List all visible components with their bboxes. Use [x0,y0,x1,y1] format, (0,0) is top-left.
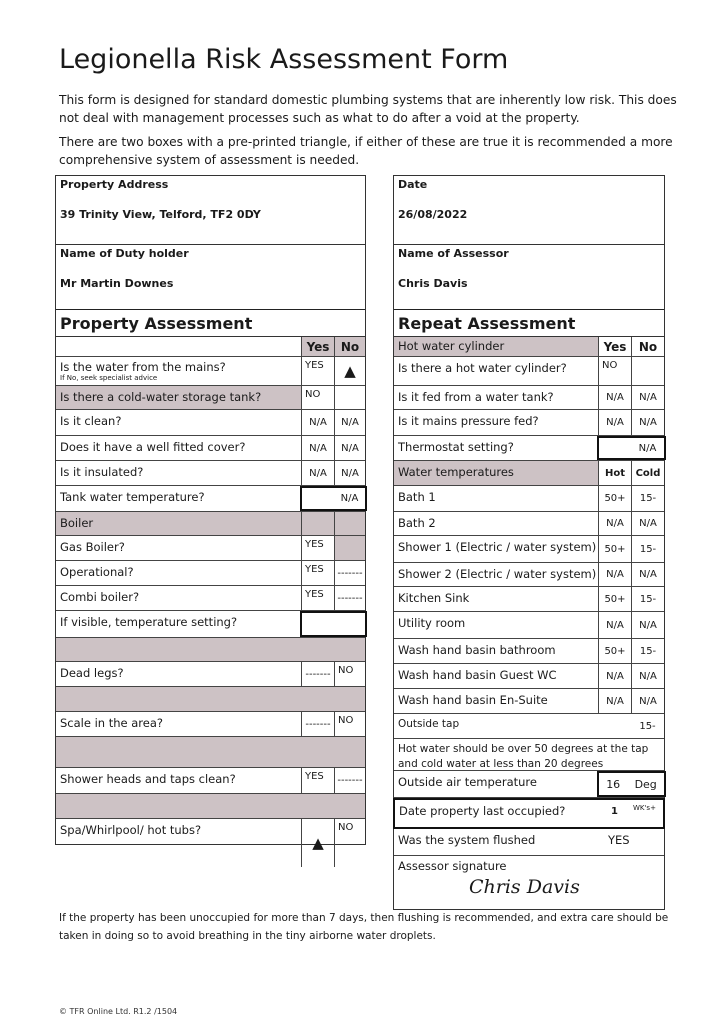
utility-label: Utility room [398,616,466,630]
form-title: Legionella Risk Assessment Form [59,44,509,75]
date-block [394,176,664,245]
row-mains [56,357,365,386]
shower1-hot[interactable]: 50+ [598,536,631,562]
row-shower1 [394,536,664,563]
hot-cylinder-no[interactable] [631,357,664,385]
fed-tank-yes[interactable]: N/A [598,386,631,409]
outside-tap-cold[interactable]: 15- [639,720,656,732]
whb-ensuite-hot[interactable]: N/A [598,689,631,713]
bath1-cold[interactable]: 15- [631,486,664,511]
whb-ensuite-cold[interactable]: N/A [631,689,664,713]
insulated-yes[interactable]: N/A [301,461,334,485]
signature-label: Assessor signature [398,859,507,873]
row-bath1 [394,486,664,512]
combi-yes[interactable]: YES [301,586,334,610]
whb-bathroom-label: Wash hand basin bathroom [398,643,556,657]
assessor-label: Name of Assessor [398,247,509,260]
yes-header: Yes [598,337,631,356]
outside-air-box[interactable] [597,771,666,797]
duty-holder-block [56,245,365,309]
property-assessment-title: Property Assessment [56,309,365,337]
no-header: No [334,337,365,356]
row-thermostat [394,436,664,461]
row-cover [56,436,365,461]
spa-no[interactable]: NO [334,819,365,867]
outside-tap-label: Outside tap [398,718,460,730]
utility-hot[interactable]: N/A [598,612,631,638]
assessor-value[interactable]: Chris Davis [398,277,468,290]
yes-no-header-row [56,337,365,357]
whb-ensuite-label: Wash hand basin En-Suite [398,693,548,707]
scale-no[interactable]: NO [334,712,365,736]
question-cover: Does it have a well fitted cover? [60,440,246,454]
temp-setting-box[interactable] [300,611,367,637]
date-label: Date [398,178,428,191]
warning-triangle-icon: ▲ [312,834,324,852]
clean-no[interactable]: N/A [334,410,365,435]
insulated-no[interactable]: N/A [334,461,365,485]
row-operational [56,561,365,586]
shower1-label: Shower 1 (Electric / water system) [398,540,597,554]
row-outside-air [394,771,664,798]
row-water-temps [394,461,664,486]
scale-yes[interactable]: ------- [301,712,334,736]
repeat-assessment-column [393,175,665,910]
thermostat-value: N/A [638,442,657,454]
whb-guest-hot[interactable]: N/A [598,664,631,688]
cold-header: Cold [631,461,664,485]
last-occupied-value: 1 [611,806,618,817]
boiler-section-label: Boiler [60,516,94,530]
question-cold-tank: Is there a cold-water storage tank? [60,390,262,404]
question-gas-boiler: Gas Boiler? [60,540,125,554]
row-spa [56,819,365,867]
mains-advice: If No, seek specialist advice [60,374,158,382]
mains-yes[interactable]: YES [301,357,334,385]
temperature-guidance-note: Hot water should be over 50 degrees at the tap and cold water at less than 20 degrees [394,739,664,771]
duty-holder-value[interactable]: Mr Martin Downes [60,277,174,290]
clean-yes[interactable]: N/A [301,410,334,435]
dead-legs-no[interactable]: NO [334,662,365,686]
row-utility [394,612,664,639]
yes-header: Yes [301,337,334,356]
row-flushed [394,829,664,856]
row-hw-cylinder [394,337,664,357]
flushed-label: Was the system flushed [398,833,536,847]
signature-block [394,856,664,916]
dead-legs-yes[interactable]: ------- [301,662,334,686]
no-header: No [631,337,664,356]
warning-triangle-icon: ▲ [344,362,356,380]
last-occupied-label: Date property last occupied? [399,804,566,818]
shower2-cold[interactable]: N/A [631,563,664,586]
property-address-label: Property Address [60,178,169,191]
intro-paragraph-1: This form is designed for standard domestic plumbing systems that are inherently low risk. This does not deal with management processes such as what to do after a void at the property. [59,93,677,125]
outside-air-label: Outside air temperature [398,775,537,789]
property-address-value[interactable]: 39 Trinity View, Telford, TF2 0DY [60,208,261,221]
row-insulated [56,461,365,486]
row-bath2 [394,512,664,536]
bath1-label: Bath 1 [398,490,436,504]
property-assessment-column [55,175,366,852]
shower-heads-yes[interactable]: YES [301,768,334,793]
row-shower2 [394,563,664,587]
question-hot-cylinder: Is there a hot water cylinder? [398,361,567,375]
whb-bathroom-hot[interactable]: 50+ [598,639,631,663]
question-scale: Scale in the area? [60,716,164,730]
row-shower-heads [56,768,365,794]
outside-air-unit: Deg [634,777,657,791]
operational-yes[interactable]: YES [301,561,334,585]
operational-no[interactable]: ------- [334,561,365,585]
bath1-hot[interactable]: 50+ [598,486,631,511]
bath2-cold[interactable]: N/A [631,512,664,535]
hot-cylinder-yes[interactable]: NO [598,357,631,385]
question-shower-heads: Shower heads and taps clean? [60,772,236,786]
row-temp-setting [56,611,365,638]
question-fed-tank: Is it fed from a water tank? [398,390,554,404]
question-combi: Combi boiler? [60,590,140,604]
shower2-hot[interactable]: N/A [598,563,631,586]
question-temp-setting: If visible, temperature setting? [60,615,238,629]
row-spacer-3 [56,737,365,768]
mains-fed-no[interactable]: N/A [631,410,664,435]
row-whb-bathroom [394,639,664,664]
row-spacer-1 [56,638,365,662]
row-boiler-header [56,512,365,536]
assessor-block [394,245,664,309]
question-mains-fed: Is it mains pressure fed? [398,414,539,428]
question-operational: Operational? [60,565,134,579]
copyright: © TFR Online Ltd. R1.2 /1504 [59,1007,178,1016]
whb-guest-cold[interactable]: N/A [631,664,664,688]
row-whb-ensuite [394,689,664,714]
footer-note: If the property has been unoccupied for more than 7 days, then flushing is recommended, and extra care should be taken in doing so to avoid breathing in the tiny airborne water droplets. [59,912,669,942]
whb-guest-label: Wash hand basin Guest WC [398,668,557,682]
cover-no[interactable]: N/A [334,436,365,460]
outside-air-value: 16 [606,777,621,791]
question-tank-temp: Tank water temperature? [60,490,205,504]
shower-heads-no[interactable]: ------- [334,768,365,793]
property-address-block [56,176,365,245]
utility-cold[interactable]: N/A [631,612,664,638]
repeat-assessment-title: Repeat Assessment [394,309,664,337]
boiler-yes-cell [301,512,334,535]
shower2-label: Shower 2 (Electric / water system) [398,567,597,581]
flushed-value[interactable]: YES [608,833,630,847]
bath2-label: Bath 2 [398,516,436,530]
row-gas-boiler [56,536,365,561]
shower1-cold[interactable]: 15- [631,536,664,562]
question-dead-legs: Dead legs? [60,666,124,680]
combi-no[interactable]: ------- [334,586,365,610]
row-outside-tap [394,714,664,739]
cold-tank-yes[interactable]: NO [301,386,334,409]
last-occupied-unit: WK's+ [633,804,656,812]
boiler-no-cell [334,512,365,535]
mains-no[interactable] [334,357,365,385]
row-hot-cylinder [394,357,664,386]
tank-temp-value: N/A [340,493,359,504]
mains-fed-yes[interactable]: N/A [598,410,631,435]
row-last-occupied[interactable] [393,798,665,829]
question-thermostat: Thermostat setting? [398,440,514,454]
cover-yes[interactable]: N/A [301,436,334,460]
row-mains-fed [394,410,664,436]
fed-tank-no[interactable]: N/A [631,386,664,409]
date-value[interactable]: 26/08/2022 [398,208,468,221]
row-tank-temp [56,486,365,512]
hw-cylinder-label: Hot water cylinder [398,339,505,353]
row-cold-tank [56,386,365,410]
row-spacer-4 [56,794,365,819]
question-spa: Spa/Whirlpool/ hot tubs? [60,823,202,837]
cold-tank-no[interactable] [334,386,365,409]
row-spacer-2 [56,687,365,712]
duty-holder-label: Name of Duty holder [60,247,189,260]
row-clean [56,410,365,436]
gas-boiler-yes[interactable]: YES [301,536,334,560]
gas-boiler-no [334,536,365,560]
question-clean: Is it clean? [60,414,122,428]
whb-bathroom-cold[interactable]: 15- [631,639,664,663]
row-scale [56,712,365,737]
kitchen-cold[interactable]: 15- [631,587,664,611]
kitchen-hot[interactable]: 50+ [598,587,631,611]
row-combi [56,586,365,611]
bath2-hot[interactable]: N/A [598,512,631,535]
row-kitchen [394,587,664,612]
hot-header: Hot [598,461,631,485]
question-insulated: Is it insulated? [60,465,144,479]
water-temps-label: Water temperatures [398,465,514,479]
intro-paragraph-2: There are two boxes with a pre-printed triangle, if either of these are true it is recommended a more comprehensive system of assessment is needed. [59,135,673,167]
kitchen-label: Kitchen Sink [398,591,470,605]
row-fed-tank [394,386,664,410]
assessor-signature: Chris Davis [469,876,580,898]
question-mains: Is the water from the mains? [60,360,226,374]
row-whb-guest [394,664,664,689]
spa-yes[interactable] [301,819,334,867]
row-dead-legs [56,662,365,687]
